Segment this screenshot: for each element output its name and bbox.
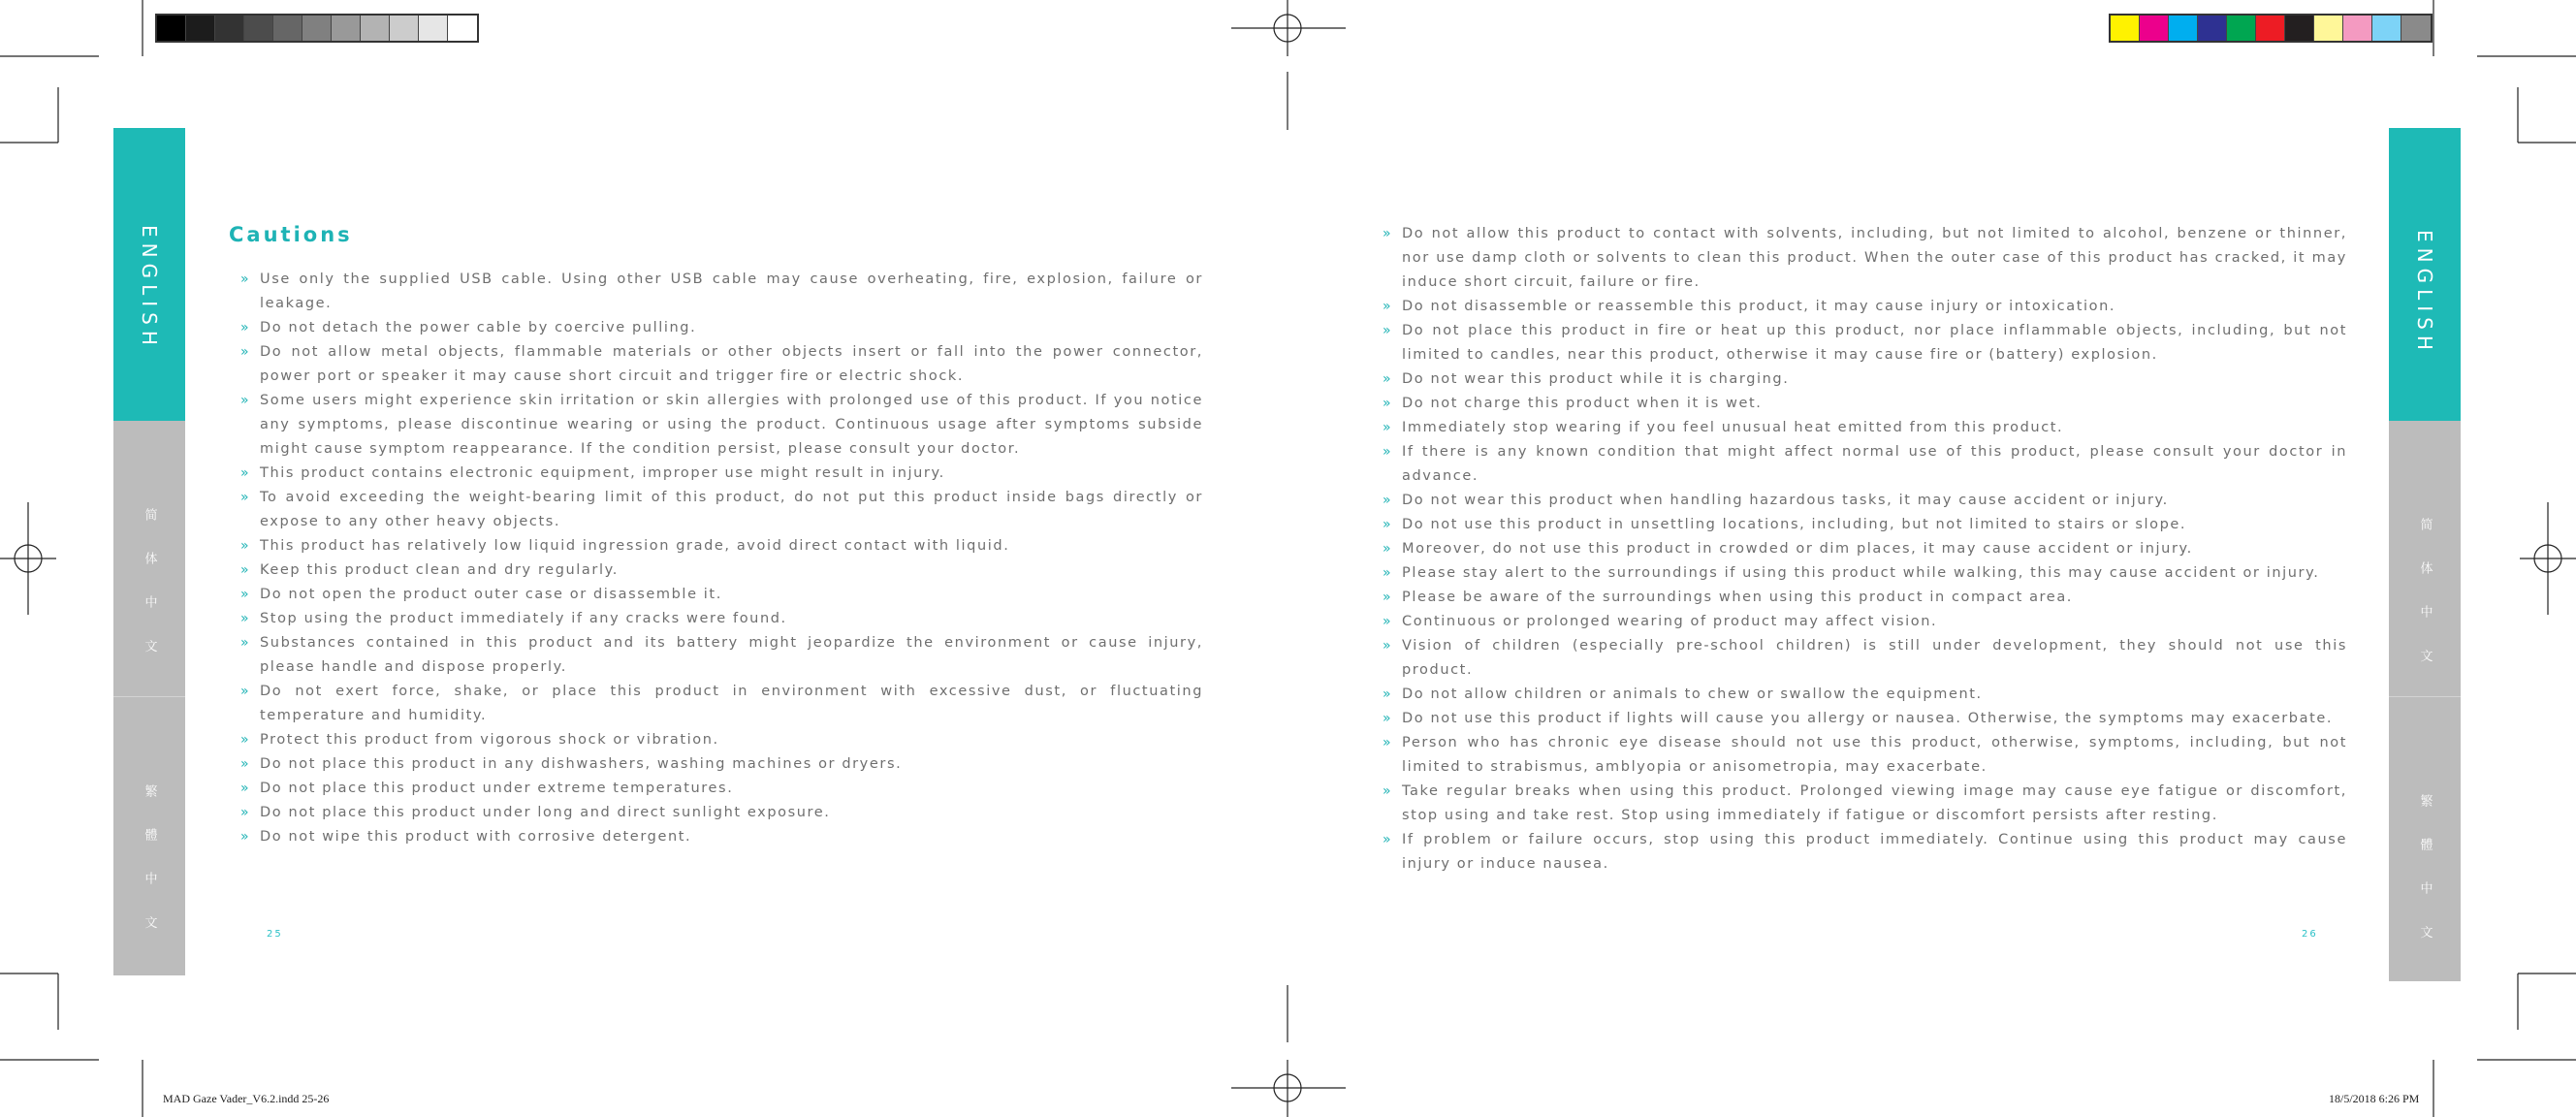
caution-text: Do not place this product under long and direct sunlight exposure. <box>260 805 831 820</box>
color-swatch <box>332 16 361 41</box>
color-swatch <box>2285 16 2314 41</box>
bullet-icon: » <box>1383 735 1393 750</box>
bullet-icon: » <box>240 465 251 481</box>
grayscale-swatch-bar <box>155 14 479 43</box>
bullet-icon: » <box>240 490 251 505</box>
caution-item <box>1375 707 2347 731</box>
color-swatch <box>186 16 215 41</box>
bullet-icon: » <box>240 320 251 335</box>
caution-text: Protect this product from vigorous shock or vibration. <box>260 732 719 748</box>
bullet-icon: » <box>240 344 251 360</box>
caution-text: Do not disassemble or reassemble this product, it may cause injury or intoxication. <box>1402 299 2116 314</box>
bullet-icon: » <box>1383 614 1393 629</box>
bullet-icon: » <box>240 611 251 626</box>
caution-item <box>233 728 1203 752</box>
caution-item <box>1375 222 2347 295</box>
bullet-icon: » <box>1383 638 1393 654</box>
bullet-icon: » <box>1383 444 1393 460</box>
caution-item <box>233 340 1203 389</box>
caution-item <box>1375 319 2347 367</box>
tab-simplified-chinese-label: 简 体 中 文 <box>2417 518 2433 676</box>
page-number-right: 26 <box>2302 929 2318 940</box>
color-swatch <box>215 16 244 41</box>
caution-text: Do not wear this product when handling hazardous tasks, it may cause accident or injury. <box>1402 493 2169 508</box>
color-swatch <box>390 16 419 41</box>
bullet-icon: » <box>240 805 251 820</box>
tab-traditional-chinese <box>113 697 185 975</box>
color-swatch <box>361 16 390 41</box>
caution-text: Person who has chronic eye disease should not use this product, otherwise, symptoms, including, but not limited to strabismus, amblyopia or anisometropia, may exacerbate. <box>1402 735 2347 775</box>
caution-item <box>233 631 1203 680</box>
tab-simplified-chinese-label: 简 体 中 文 <box>142 508 157 666</box>
bullet-icon: » <box>1383 396 1393 411</box>
slug-date: 18/5/2018 6:26 PM <box>2329 1092 2420 1105</box>
bullet-icon: » <box>1383 226 1393 241</box>
caution-text: Immediately stop wearing if you feel unusual heat emitted from this product. <box>1402 420 2064 435</box>
caution-text: Keep this product clean and dry regularly. <box>260 562 619 578</box>
caution-item <box>233 268 1203 316</box>
bullet-icon: » <box>1383 686 1393 702</box>
bullet-icon: » <box>240 393 251 408</box>
caution-text: Take regular breaks when using this product. Prolonged viewing image may cause eye fatigue or discomfort, stop using and take rest. Stop using immediately if fatigue or discomfort persists after resting. <box>1402 783 2347 823</box>
color-swatch <box>2140 16 2169 41</box>
page-number-left: 25 <box>267 929 283 940</box>
caution-text: If problem or failure occurs, stop using this product immediately. Continue using this product may cause injury or induce nausea. <box>1402 832 2347 872</box>
caution-text: Do not use this product if lights will cause you allergy or nausea. Otherwise, the symptoms may exacerbate. <box>1402 711 2334 726</box>
bullet-icon: » <box>240 562 251 578</box>
caution-item <box>233 752 1203 777</box>
caution-item <box>1375 537 2347 561</box>
caution-text: Do not allow metal objects, flammable materials or other objects insert or fall into the power connector, power port or speaker it may cause short circuit and trigger fire or electric shock. <box>260 344 1203 384</box>
caution-text: Substances contained in this product and its battery might jeopardize the environment or cause injury, please handle and dispose properly. <box>260 635 1203 675</box>
color-swatch <box>273 16 302 41</box>
bullet-icon: » <box>1383 323 1393 338</box>
caution-text: Do not exert force, shake, or place this product in environment with excessive dust, or fluctuating temperature and humidity. <box>260 684 1203 723</box>
bullet-icon: » <box>1383 371 1393 387</box>
color-swatch <box>2401 16 2431 41</box>
bullet-icon: » <box>1383 565 1393 581</box>
color-swatch <box>2372 16 2401 41</box>
color-swatch <box>2111 16 2140 41</box>
color-swatch-bar <box>2109 14 2433 43</box>
caution-item <box>1375 489 2347 513</box>
caution-text: Do not place this product under extreme temperatures. <box>260 781 734 796</box>
caution-text: This product contains electronic equipment, improper use might result in injury. <box>260 465 945 481</box>
caution-text: Do not wipe this product with corrosive detergent. <box>260 829 692 845</box>
caution-text: Do not use this product in unsettling locations, including, but not limited to stairs or slope. <box>1402 517 2187 532</box>
tab-english <box>113 128 185 421</box>
bullet-icon: » <box>1383 590 1393 605</box>
color-swatch <box>2227 16 2256 41</box>
caution-item <box>1375 586 2347 610</box>
caution-item <box>1375 440 2347 489</box>
caution-item <box>1375 367 2347 392</box>
caution-item <box>1375 295 2347 319</box>
caution-item <box>1375 731 2347 780</box>
bullet-icon: » <box>1383 711 1393 726</box>
caution-text: Do not detach the power cable by coercive pulling. <box>260 320 697 335</box>
caution-text: Some users might experience skin irritation or skin allergies with prolonged use of this product. If you notice any symptoms, please discontinue wearing or using the product. Continuous usage after symptoms subside might cause symptom reappearance. If the condition persist, please consult your doctor. <box>260 393 1203 457</box>
caution-text: Do not allow children or animals to chew or swallow the equipment. <box>1402 686 1983 702</box>
tab-english-label: ENGLISH <box>138 225 161 351</box>
tab-simplified-chinese <box>113 421 185 698</box>
caution-item <box>1375 416 2347 440</box>
caution-item <box>1375 610 2347 634</box>
caution-item <box>1375 683 2347 707</box>
slug-file-info: MAD Gaze Vader_V6.2.indd 25-26 <box>163 1092 330 1105</box>
caution-item <box>1375 780 2347 828</box>
bullet-icon: » <box>240 635 251 651</box>
bullet-icon: » <box>240 271 251 287</box>
bullet-icon: » <box>1383 541 1393 557</box>
caution-item <box>233 583 1203 607</box>
caution-text: Continuous or prolonged wearing of product may affect vision. <box>1402 614 1938 629</box>
bullet-icon: » <box>240 756 251 772</box>
caution-item <box>1375 513 2347 537</box>
caution-text: Moreover, do not use this product in crowded or dim places, it may cause accident or injury. <box>1402 541 2193 557</box>
caution-text: Use only the supplied USB cable. Using other USB cable may cause overheating, fire, explosion, failure or leakage. <box>260 271 1203 311</box>
color-swatch <box>448 16 477 41</box>
caution-text: Stop using the product immediately if any cracks were found. <box>260 611 787 626</box>
tab-traditional-chinese-label: 繁 體 中 文 <box>2417 794 2433 952</box>
cautions-list-right <box>1375 222 2347 877</box>
bullet-icon: » <box>240 684 251 699</box>
caution-item <box>233 316 1203 340</box>
caution-item <box>233 389 1203 462</box>
color-swatch <box>2314 16 2343 41</box>
caution-item <box>233 486 1203 534</box>
caution-text: Please stay alert to the surroundings if using this product while walking, this may cause accident or injury. <box>1402 565 2320 581</box>
color-swatch <box>419 16 448 41</box>
tab-simplified-chinese <box>2389 421 2461 698</box>
caution-item <box>233 534 1203 558</box>
caution-item <box>1375 392 2347 416</box>
cautions-list-left <box>233 268 1203 849</box>
color-swatch <box>2198 16 2227 41</box>
color-swatch <box>244 16 273 41</box>
caution-text: Do not place this product in any dishwashers, washing machines or dryers. <box>260 756 903 772</box>
caution-text: Vision of children (especially pre-school children) is still under development, they should not use this product. <box>1402 638 2347 678</box>
page-title: Cautions <box>229 223 353 246</box>
caution-text: If there is any known condition that might affect normal use of this product, please consult your doctor in advance. <box>1402 444 2347 484</box>
color-swatch <box>157 16 186 41</box>
caution-item <box>233 462 1203 486</box>
caution-text: Do not open the product outer case or disassemble it. <box>260 587 722 602</box>
caution-item <box>1375 828 2347 877</box>
caution-text: Do not charge this product when it is wet. <box>1402 396 1763 411</box>
caution-item <box>233 607 1203 631</box>
tab-english <box>2389 128 2461 421</box>
bullet-icon: » <box>1383 832 1393 847</box>
color-swatch <box>302 16 332 41</box>
bullet-icon: » <box>240 781 251 796</box>
bullet-icon: » <box>240 732 251 748</box>
bullet-icon: » <box>1383 299 1393 314</box>
caution-text: Do not wear this product while it is charging. <box>1402 371 1790 387</box>
caution-item <box>233 825 1203 849</box>
tab-english-label: ENGLISH <box>2413 230 2436 356</box>
caution-item <box>233 680 1203 728</box>
tab-traditional-chinese-label: 繁 體 中 文 <box>142 784 157 942</box>
caution-text: This product has relatively low liquid ingression grade, avoid direct contact with liquid. <box>260 538 1010 554</box>
color-swatch <box>2169 16 2198 41</box>
caution-text: To avoid exceeding the weight-bearing limit of this product, do not put this product inside bags directly or expose to any other heavy objects. <box>260 490 1203 529</box>
caution-item <box>233 777 1203 801</box>
bullet-icon: » <box>1383 493 1393 508</box>
bullet-icon: » <box>1383 420 1393 435</box>
color-swatch <box>2256 16 2285 41</box>
caution-text: Do not allow this product to contact with solvents, including, but not limited to alcohol, benzene or thinner, nor use damp cloth or solvents to clean this product. When the outer case of this product has cracked, it may induce short circuit, failure or fire. <box>1402 226 2347 290</box>
bullet-icon: » <box>1383 517 1393 532</box>
bullet-icon: » <box>1383 783 1393 799</box>
caution-item <box>1375 561 2347 586</box>
caution-item <box>1375 634 2347 683</box>
caution-item <box>233 801 1203 825</box>
color-swatch <box>2343 16 2372 41</box>
caution-item <box>233 558 1203 583</box>
bullet-icon: » <box>240 587 251 602</box>
bullet-icon: » <box>240 538 251 554</box>
caution-text: Please be aware of the surroundings when using this product in compact area. <box>1402 590 2074 605</box>
bullet-icon: » <box>240 829 251 845</box>
caution-text: Do not place this product in fire or heat up this product, nor place inflammable objects, including, but not limited to candles, near this product, otherwise it may cause fire or (battery) explosion. <box>1402 323 2347 363</box>
tab-traditional-chinese <box>2389 697 2461 981</box>
